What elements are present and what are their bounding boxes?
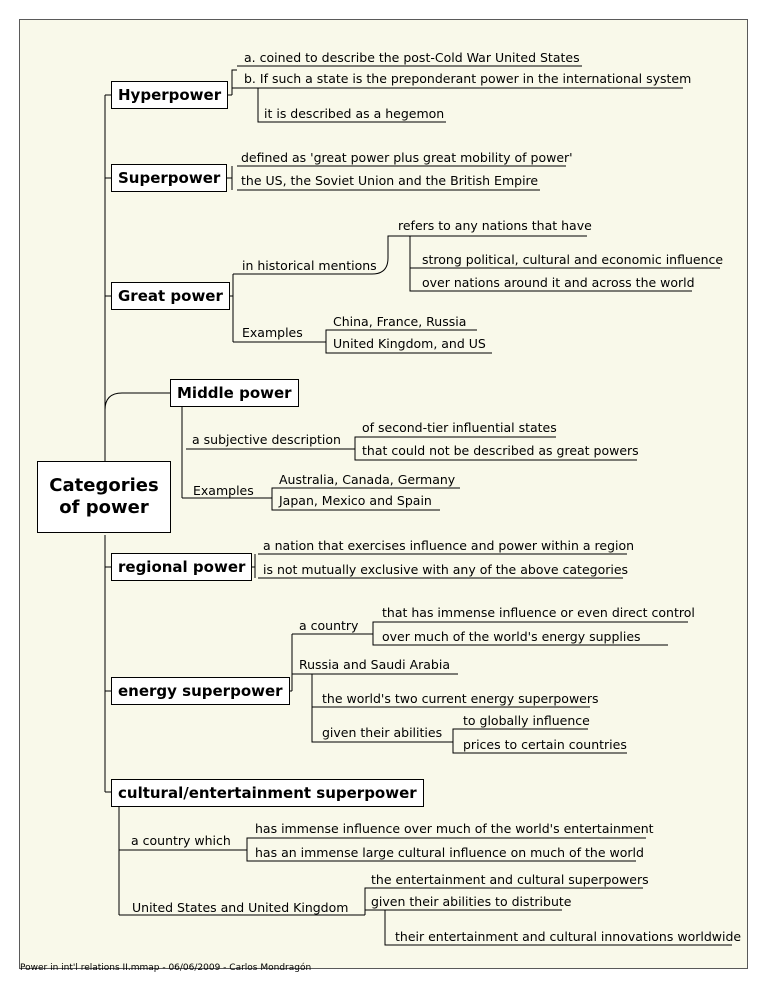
cultural-country: a country which <box>131 833 231 848</box>
energy-country: a country <box>299 618 359 633</box>
great-power-historical: in historical mentions <box>242 258 377 273</box>
hyperpower-node[interactable]: Hyperpower <box>111 81 228 109</box>
cultural-u1: the entertainment and cultural superpowers <box>371 872 649 887</box>
cultural-c2: has an immense large cultural influence on much of the world <box>255 845 644 860</box>
middle-power-node[interactable]: Middle power <box>170 379 299 407</box>
regional-power-b: is not mutually exclusive with any of the above categories <box>263 562 629 577</box>
root-line2: of power <box>59 497 149 518</box>
cultural-us-uk: United States and United Kingdom <box>132 900 349 915</box>
great-power-ex1: China, France, Russia <box>333 314 467 329</box>
great-power-ex2: United Kingdom, and US <box>333 336 486 351</box>
cultural-c1: has immense influence over much of the world's entertainment <box>255 821 654 836</box>
energy-g2: prices to certain countries <box>463 737 627 752</box>
footer-caption: Power in int'l relations II.mmap - 06/06/2009 - Carlos Mondragón <box>20 963 312 973</box>
superpower-a: defined as 'great power plus great mobility of power' <box>241 150 573 165</box>
root-node[interactable] <box>37 461 171 533</box>
energy-c1: that has immense influence or even direct control <box>382 605 695 620</box>
cultural-u3: their entertainment and cultural innovations worldwide <box>395 929 742 944</box>
hyperpower-b: b. If such a state is the preponderant power in the international system <box>244 71 692 86</box>
cultural-u2: given their abilities to distribute <box>371 894 572 909</box>
energy-given: given their abilities <box>322 725 443 740</box>
regional-power-a: a nation that exercises influence and power within a region <box>263 538 635 553</box>
great-power-over: over nations around it and across the world <box>422 275 695 290</box>
middle-power-ex1: Australia, Canada, Germany <box>279 472 456 487</box>
great-power-strong: strong political, cultural and economic influence <box>422 252 724 267</box>
energy-two: the world's two current energy superpowers <box>322 691 599 706</box>
middle-power-s2: that could not be described as great powers <box>362 443 639 458</box>
energy-c2: over much of the world's energy supplies <box>382 629 641 644</box>
energy-superpower-node[interactable]: energy superpower <box>111 677 290 705</box>
middle-power-subjective: a subjective description <box>192 432 341 447</box>
middle-power-s1: of second-tier influential states <box>362 420 557 435</box>
great-power-examples-label: Examples <box>242 325 303 340</box>
superpower-b: the US, the Soviet Union and the British Empire <box>241 173 539 188</box>
middle-power-examples-label: Examples <box>193 483 254 498</box>
regional-power-node[interactable]: regional power <box>111 553 252 581</box>
middle-power-ex2: Japan, Mexico and Spain <box>279 493 432 508</box>
hyperpower-a: a. coined to describe the post-Cold War United States <box>244 50 580 65</box>
root-line1: Categories <box>49 475 159 497</box>
energy-russia: Russia and Saudi Arabia <box>299 657 450 672</box>
superpower-node[interactable]: Superpower <box>111 164 227 192</box>
cultural-superpower-node[interactable]: cultural/entertainment superpower <box>111 779 424 807</box>
great-power-refers: refers to any nations that have <box>398 218 592 233</box>
energy-g1: to globally influence <box>463 713 590 728</box>
great-power-node[interactable]: Great power <box>111 282 230 310</box>
hyperpower-c: it is described as a hegemon <box>264 106 445 121</box>
